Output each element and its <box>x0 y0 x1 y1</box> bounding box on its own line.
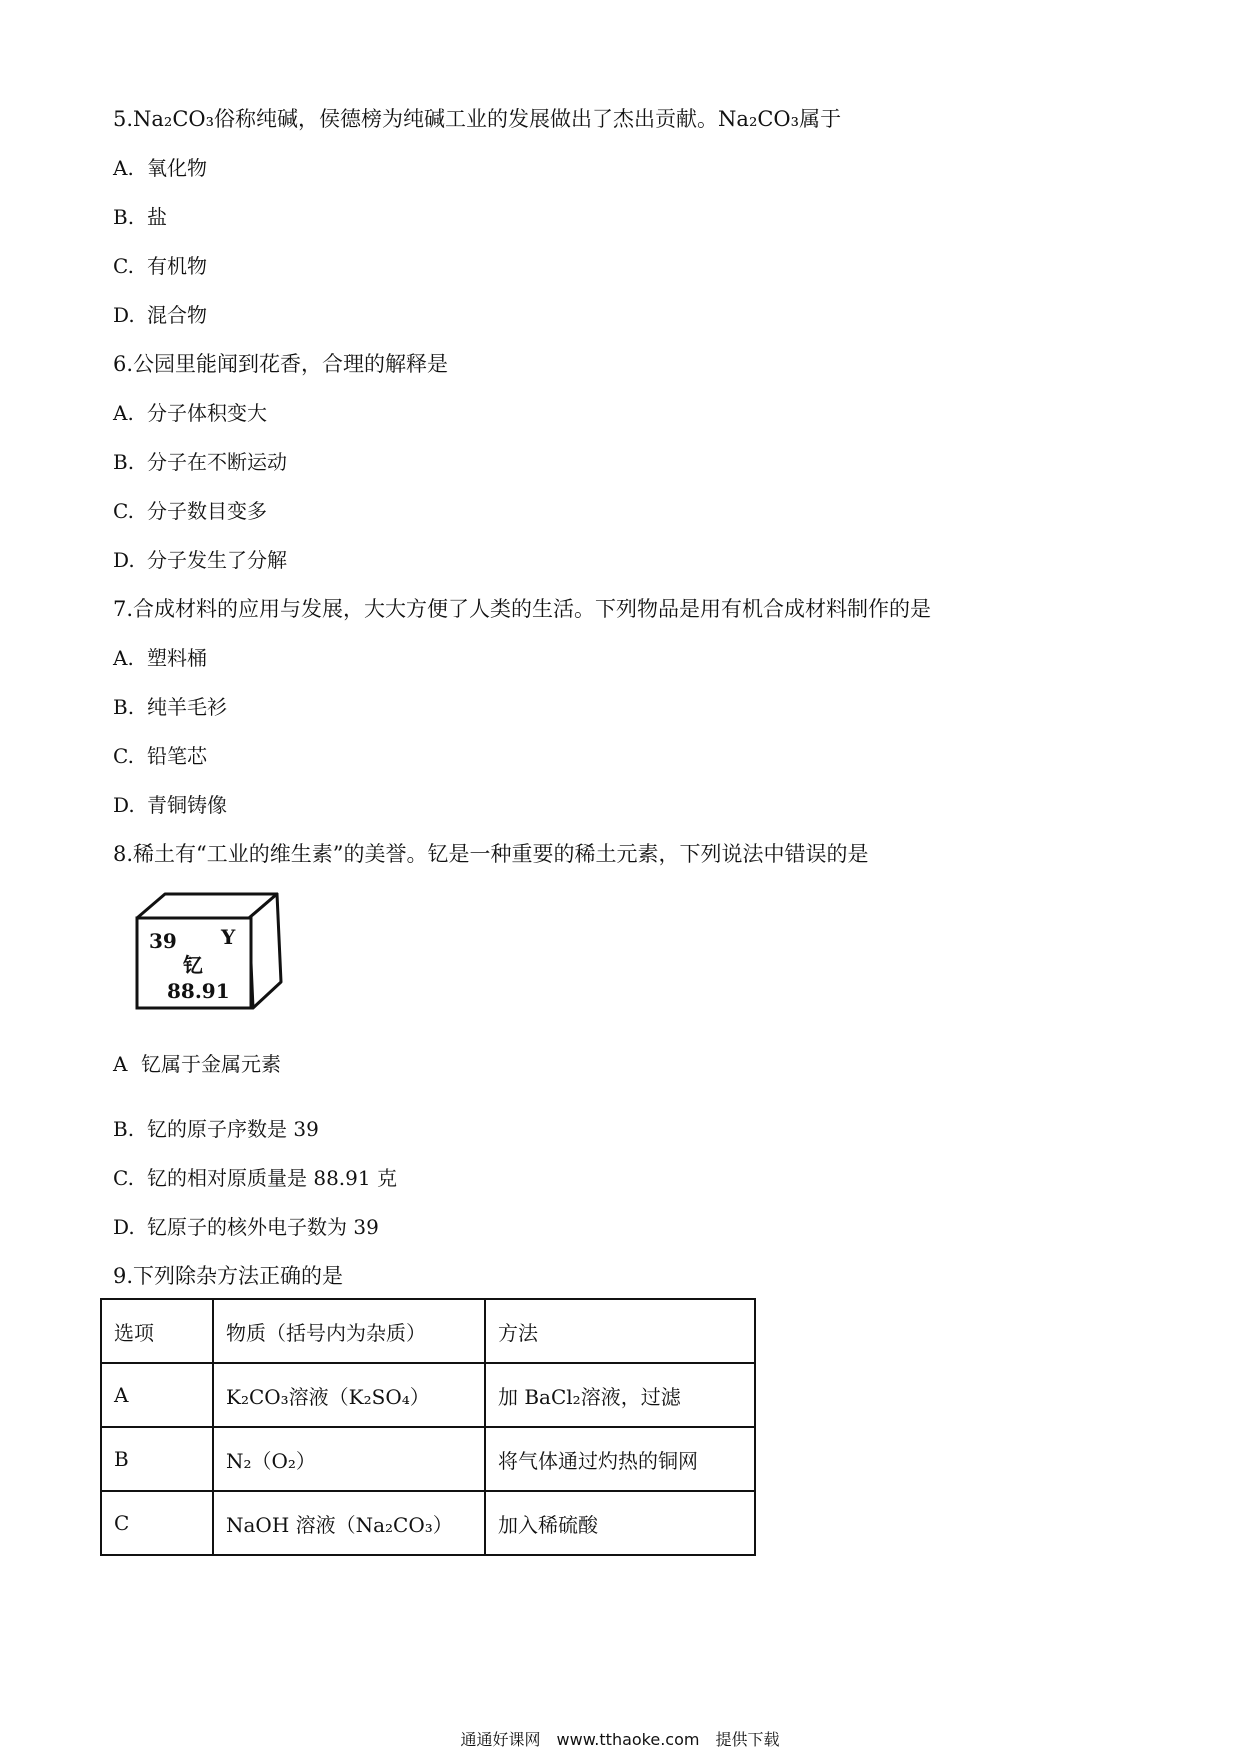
header-substance: 物质（括号内为杂质） <box>213 1299 485 1363</box>
tile-element-name: 钇 <box>183 953 203 977</box>
q5-stem: 5.Na₂CO₃俗称纯碱，侯德榜为纯碱工业的发展做出了杰出贡献。Na₂CO₃属于 <box>113 107 842 131</box>
table-row <box>101 1491 755 1555</box>
q7-option-a: A. 塑料桶 <box>113 646 207 670</box>
q5-option-c: C. 有机物 <box>113 254 207 278</box>
page-footer: 通通好课网 www.tthaoke.com 提供下载 <box>460 1730 780 1749</box>
q6-option-a: A. 分子体积变大 <box>113 401 267 425</box>
header-method: 方法 <box>485 1299 755 1363</box>
table-cell: 加 BaCl₂溶液，过滤 <box>485 1363 755 1427</box>
purification-table <box>100 1298 756 1556</box>
table-cell: B <box>101 1427 213 1491</box>
q6-stem: 6.公园里能闻到花香，合理的解释是 <box>113 352 449 376</box>
q5-option-d: D. 混合物 <box>113 303 207 327</box>
q8-stem: 8.稀土有“工业的维生素”的美誉。钇是一种重要的稀土元素，下列说法中错误的是 <box>113 842 869 866</box>
q6-option-b: B. 分子在不断运动 <box>113 450 287 474</box>
table-header-row <box>101 1299 755 1363</box>
tile-atomic-number: 39 <box>149 929 177 953</box>
table-cell: 加入稀硫酸 <box>485 1491 755 1555</box>
table-cell: NaOH 溶液（Na₂CO₃） <box>213 1491 485 1555</box>
table-cell: A <box>101 1363 213 1427</box>
q9-stem: 9.下列除杂方法正确的是 <box>113 1264 344 1288</box>
q7-option-c: C. 铅笔芯 <box>113 744 207 768</box>
tile-atomic-mass: 88.91 <box>167 979 230 1003</box>
table-cell: C <box>101 1491 213 1555</box>
q7-stem: 7.合成材料的应用与发展，大大方便了人类的生活。下列物品是用有机合成材料制作的是 <box>113 597 932 621</box>
tile-symbol: Y <box>221 925 236 949</box>
q6-option-c: C. 分子数目变多 <box>113 499 267 523</box>
q7-option-b: B. 纯羊毛衫 <box>113 695 227 719</box>
q8-option-c: C. 钇的相对原质量是 88.91 克 <box>113 1166 397 1190</box>
q8-option-b: B. 钇的原子序数是 39 <box>113 1117 319 1141</box>
q8-option-a: A 钇属于金属元素 <box>113 1052 281 1076</box>
table-cell: K₂CO₃溶液（K₂SO₄） <box>213 1363 485 1427</box>
element-tile-yttrium <box>135 890 285 1015</box>
q5-option-b: B. 盐 <box>113 205 167 229</box>
table-row <box>101 1363 755 1427</box>
table-row <box>101 1427 755 1491</box>
header-option: 选项 <box>101 1299 213 1363</box>
table-cell: 将气体通过灼热的铜网 <box>485 1427 755 1491</box>
q8-option-d: D. 钇原子的核外电子数为 39 <box>113 1215 379 1239</box>
q6-option-d: D. 分子发生了分解 <box>113 548 287 572</box>
q5-option-a: A. 氧化物 <box>113 156 207 180</box>
q7-option-d: D. 青铜铸像 <box>113 793 227 817</box>
table-cell: N₂（O₂） <box>213 1427 485 1491</box>
